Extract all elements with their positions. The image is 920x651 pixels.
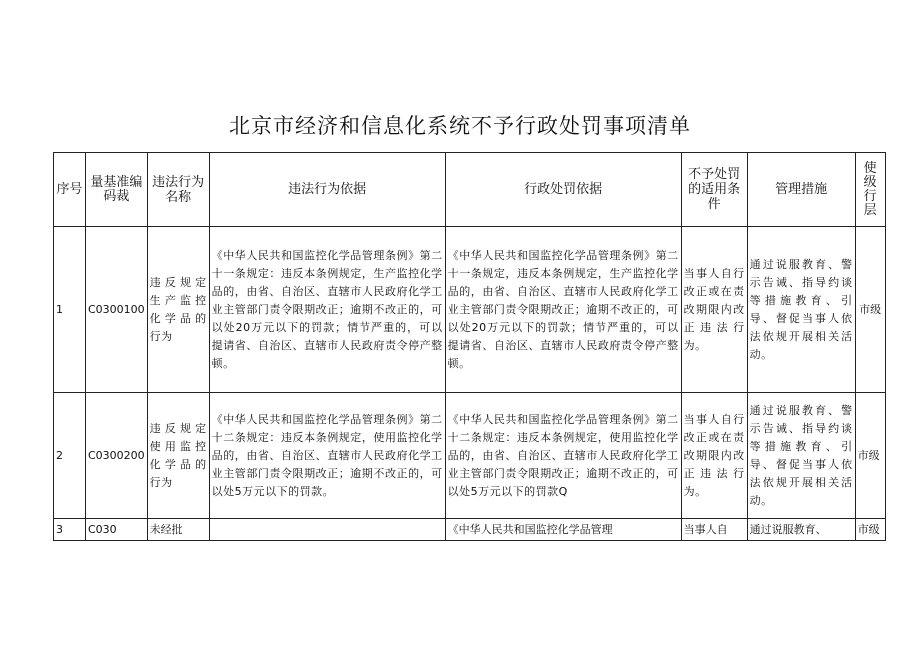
row-management-measures: 通过说服教育、: [747, 519, 855, 541]
header-exemption-condition: 不予处罚的适用条件: [681, 153, 747, 227]
penalty-exemption-table: [53, 152, 886, 541]
row-penalty-basis: 《中华人民共和国监控化学品管理条例》第二十一条规定，违反本条例规定，生产监控化学品的，由省、自治区、直辖市人民政府化学工业主管部门责令限期改正；逾期不改正的，可以处20万元以下的罚款；情节严重的，可以提请省、自治区、直辖市人民政府责令停产整顿。: [445, 227, 681, 393]
row-management-measures: 通过说服教育、警示告诫、指导约谈等措施教育、引导、督促当事人依法依规开展相关活动。: [747, 393, 855, 519]
row-violation-basis: 《中华人民共和国监控化学品管理条例》第二十二条规定：违反本条例规定，使用监控化学品的，由省、自治区、直辖市人民政府化学工业主管部门责令限期改正；逾期不改正的，可以处5万元以下的罚款。: [209, 393, 445, 519]
row-enforcement-level: 市级: [855, 393, 885, 519]
header-seq: 序号: [54, 153, 86, 227]
header-code: 量基准编码裁: [86, 153, 148, 227]
row-exemption-condition: 当事人自: [681, 519, 747, 541]
document-title: 北京市经济和信息化系统不予行政处罚事项清单: [229, 114, 691, 138]
row-enforcement-level: 市级: [855, 227, 885, 393]
table-row: [54, 393, 886, 519]
row-seq: 3: [54, 519, 86, 541]
header-enforcement-level: 使级行层: [855, 153, 885, 227]
table-row: [54, 227, 886, 393]
row-management-measures: 通过说服教育、警示告诫、指导约谈等措施教育、引导、督促当事人依法依规开展相关活动。: [747, 227, 855, 393]
row-penalty-basis: 《中华人民共和国监控化学品管理: [445, 519, 681, 541]
header-violation-basis: 违法行为依据: [209, 153, 445, 227]
row-code: C0300100: [86, 227, 148, 393]
header-violation-name: 违法行为名称: [147, 153, 209, 227]
row-code: C030: [86, 519, 148, 541]
row-violation-basis: 《中华人民共和国监控化学品管理条例》第二十一条规定：违反本条例规定，生产监控化学品的，由省、自治区、直辖市人民政府化学工业主管部门责令限期改正；逾期不改正的，可以处20万元以下的罚款；情节严重的，可以提请省、自治区、直辖市人民政府责令停产整顿。: [209, 227, 445, 393]
row-violation-name: 违反规定使用监控化学品的行为: [147, 393, 209, 519]
table-row: [54, 519, 886, 541]
header-management-measures: 管理措施: [747, 153, 855, 227]
row-seq: 2: [54, 393, 86, 519]
row-violation-basis: [209, 519, 445, 541]
row-enforcement-level: 市级: [855, 519, 885, 541]
row-violation-name: 违反规定生产监控化学品的行为: [147, 227, 209, 393]
row-violation-name: 未经批: [147, 519, 209, 541]
row-penalty-basis: 《中华人民共和国监控化学品管理条例》第二十二条规定：违反本条例规定，使用监控化学品的，由省、自治区、直辖市人民政府化学工业主管部门责令限期改正；逾期不改正的，可以处5万元以下的罚款Q: [445, 393, 681, 519]
row-exemption-condition: 当事人自行改正或在责改期限内改正违法行为。: [681, 227, 747, 393]
row-exemption-condition: 当事人自行改正或在责改期限内改正违法行为。: [681, 393, 747, 519]
header-penalty-basis: 行政处罚依据: [445, 153, 681, 227]
row-seq: 1: [54, 227, 86, 393]
row-code: C0300200: [86, 393, 148, 519]
table-header-row: [54, 153, 886, 227]
